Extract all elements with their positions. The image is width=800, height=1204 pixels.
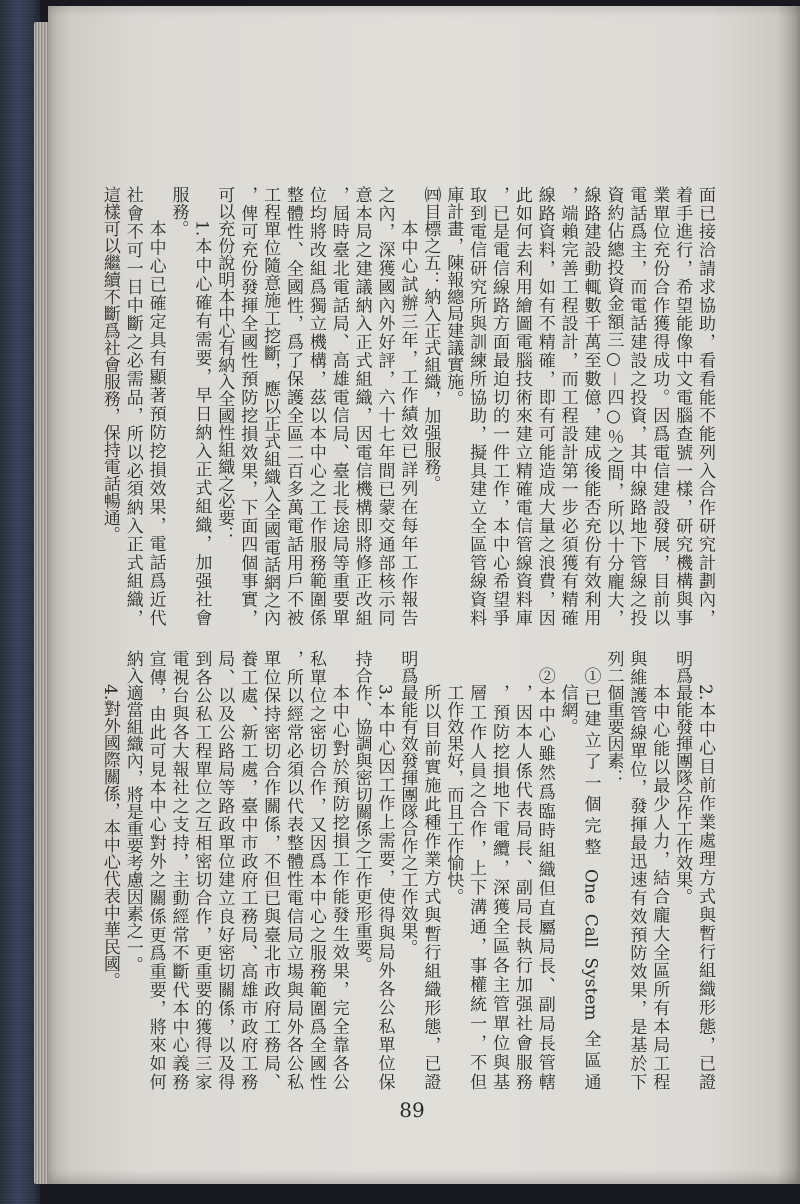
- upper-text-column-18: 位均將改組爲獨立機構，茲以本中心之工作服務範圍係: [305, 186, 326, 626]
- upper-text-column-6: 線路建設動輒數千萬至數億，建成後能否充份有效利用: [580, 186, 601, 626]
- lower-text-column-26: 納入適當組織內，將是重要考慮因素之一。: [122, 650, 143, 973]
- lower-text-column-5: 列二個重要因素：: [603, 650, 624, 786]
- upper-text-column-9: 此如何去利用繪圖電腦技術來建立精確電信管線資料庫: [511, 186, 532, 626]
- upper-text-column-17: ，屆時臺北電話局、高雄電信局、臺北長途局等重要單: [328, 186, 349, 626]
- lower-text-column-9: ，因本人係代表局長、副局長執行加强社會服務: [511, 684, 532, 1090]
- lower-text-column-14: 明爲最能有效發揮團隊合作之工作效果。: [397, 650, 418, 956]
- lower-text-column-21: 養工處、新工處，臺中市政府工務局、高雄市政府工務: [237, 650, 258, 1090]
- upper-text-column-2: 着手進行，希望能像中文電腦查號一樣，研究機構與事: [672, 186, 693, 626]
- sub-item-1: ①已建立了一個完整 One Call System 全區通: [580, 667, 601, 1090]
- lower-text-column-10: ，預防挖損地下電纜，深獲全區各主管單位與基: [488, 684, 509, 1090]
- lower-text-column-2: 明爲最能發揮團隊合作工作效果。: [672, 650, 693, 905]
- upper-text-column-7: ，端賴完善工程設計，而工程設計第一步必須獲有精確: [557, 186, 578, 626]
- list-item-3-heading: 3.本中心因工作上需要，使得與局外各公私單位保: [374, 684, 395, 1090]
- lower-text-column-19: ，所以經常必須以代表整體性電信局立場與局外各公私: [282, 650, 303, 1090]
- lower-text-column-22: 局、以及公路局等路政單位建立良好密切關係，以及得: [214, 650, 235, 1090]
- upper-text-column-16: 意本局之建議納入正式組織，因電信機構即將修正改組: [351, 186, 372, 626]
- upper-text-column-11: 取到電信研究所與訓練所協助，擬具建立全區管線資料: [466, 186, 487, 626]
- list-item-2-heading: 2.本中心目前作業處理方式與暫行組織形態，已證: [695, 684, 715, 1090]
- upper-text-column-4: 電話爲主，而電話建設之投資，其中線路地下管線之投: [626, 186, 647, 626]
- upper-text-column-10: ，已是電信線路方面最迫切的一件工作，本中心希望爭: [488, 186, 509, 626]
- upper-text-block: [97, 186, 716, 626]
- upper-text-column-24: 服務。: [168, 186, 189, 237]
- lower-text-column-20: 單位保持密切合作關係，不但已與臺北市政府工務局、: [260, 650, 281, 1090]
- upper-text-column-22: 可以充份說明本中心有納入全國性組織之必要：: [214, 186, 235, 543]
- upper-text-column-8: 線路資料，如有不精確，即有可能造成大量之浪費，因: [534, 186, 555, 626]
- upper-text-column-21: ，俾可充份發揮全國性預防挖損效果，下面四個事實，: [237, 186, 258, 626]
- list-item-1-heading: 1.本中心確有需要，早日納入正式組織，加强社會: [191, 220, 212, 626]
- section-heading: ㈣目標之五：納入正式組織，加强服務。: [420, 186, 441, 492]
- upper-text-column-1: 面已接洽請求協助，看看能不能列入合作研究計劃內，: [695, 186, 715, 626]
- lower-text-column-17: 本中心對於預防挖損工作能發生效果，完全靠各公: [328, 684, 349, 1090]
- upper-text-column-20: 工程單位隨意施工挖斷，應以正式組織入全國電話網之內: [260, 186, 281, 626]
- sub-item-2: ②本中心雖然爲臨時組織但直屬局長、副局長管轄: [534, 667, 555, 1090]
- lower-text-column-24: 電視台與各大報社之支持，主動經常不斷代本中心義務: [168, 650, 189, 1090]
- lower-text-column-3: 本中心能以最少人力，結合龐大全區所有本局工程: [649, 684, 670, 1090]
- lower-text-column-25: 宣傳，由此可見本中心對外之關係更爲重要，將來如何: [145, 650, 166, 1090]
- lower-text-column-11: 層工作人員之合作，上下溝通，事權統一，不但: [466, 684, 487, 1090]
- lower-text-column-7: 信網。: [557, 684, 578, 735]
- upper-text-column-12: 庫計畫，陳報總局建議實施。: [443, 186, 464, 407]
- page-number: 89: [399, 1098, 425, 1122]
- lower-text-column-18: 私單位之密切合作，又因爲本中心之服務範圍爲全國性: [305, 650, 326, 1090]
- upper-text-column-25: 本中心已確定具有顯著預防挖損效果，電話爲近代: [145, 220, 166, 626]
- list-item-4-heading: 4.對外國際關係，本中心代表中華民國。: [99, 684, 120, 990]
- upper-text-column-14: 本中心試辦三年，工作績效已詳列在每年工作報告: [397, 220, 418, 626]
- upper-text-column-27: 這樣可以繼續不斷爲社會服務，保持電話暢通。: [99, 186, 120, 543]
- upper-text-column-26: 社會不可一日中斷之必需品，所以必須納入正式組織，: [122, 186, 143, 626]
- lower-text-column-4: 與維護管線單位，發揮最迅速有效預防效果，是基於下: [626, 650, 647, 1090]
- lower-text-block: [97, 650, 716, 1090]
- upper-text-column-5: 資約佔總投資金額三○－四○％之間，所以十分龐大，: [603, 186, 624, 626]
- lower-text-column-23: 到各公私工程單位之互相密切合作，更重要的獲得三家: [191, 650, 212, 1090]
- upper-text-column-19: 整體性、全國性，爲了保護全區二百多萬電話用戶不被: [282, 186, 303, 626]
- upper-text-column-15: 之內，深獲國內外好評，六十七年間已蒙交通部核示同: [374, 186, 395, 626]
- lower-text-column-12: 工作效果好，而且工作愉快。: [443, 684, 464, 905]
- lower-text-column-16: 持合作、協調與密切關係之工作更形重要。: [351, 650, 372, 973]
- upper-text-column-3: 業單位充份合作獲得成功。因爲電信建設發展，目前以: [649, 186, 670, 626]
- lower-text-column-13: 所以目前實施此種作業方式與暫行組織形態，已證: [420, 684, 441, 1090]
